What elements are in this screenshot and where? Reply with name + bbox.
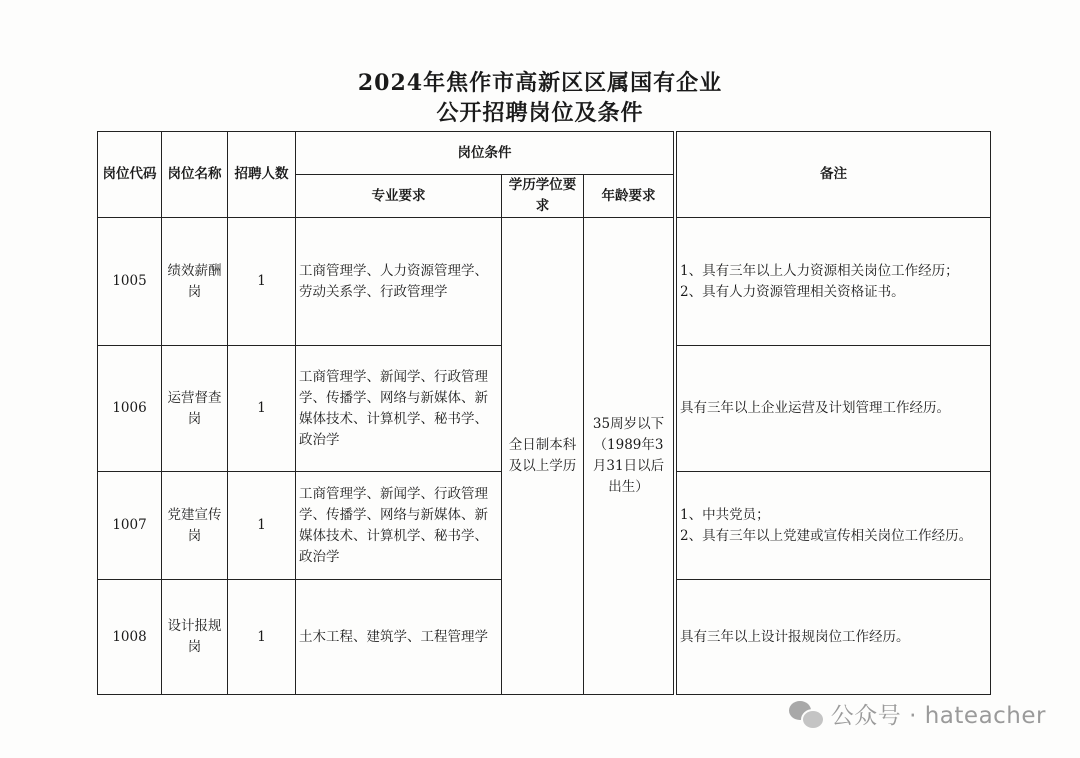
row-remarks — [677, 472, 991, 580]
header-count: 招聘人数 — [228, 132, 296, 218]
row-remarks — [677, 346, 991, 472]
recruitment-table — [97, 131, 991, 695]
document-title-line2: 公开招聘岗位及条件 — [436, 100, 644, 126]
remark-line: 具有三年以上企业运营及计划管理工作经历。 — [680, 400, 950, 416]
header-education: 学历学位要求 — [502, 175, 584, 218]
row-major: 工商管理学、新闻学、行政管理学、传播学、网络与新媒体、新媒体技术、计算机学、秘书学、政治学 — [296, 472, 502, 580]
row-major: 工商管理学、人力资源管理学、劳动关系学、行政管理学 — [296, 218, 502, 346]
watermark-text: 公众号 · hateacher — [830, 703, 1046, 729]
row-code: 1008 — [98, 580, 162, 695]
row-name: 绩效薪酬岗 — [162, 218, 228, 346]
header-major: 专业要求 — [296, 175, 502, 218]
row-code: 1007 — [98, 472, 162, 580]
row-count: 1 — [228, 218, 296, 346]
remark-line: 具有三年以上设计报规岗位工作经历。 — [680, 628, 910, 645]
shared-age: 35周岁以下（1989年3月31日以后出生） — [584, 218, 674, 695]
row-remarks — [677, 218, 991, 346]
remark-line: 1、中共党员； — [680, 506, 770, 523]
document-title-line1: 2024年焦作市高新区区属国有企业 — [357, 70, 723, 96]
remark-line: 2、具有三年以上党建或宣传相关岗位工作经历。 — [680, 527, 973, 544]
header-code: 岗位代码 — [98, 132, 162, 218]
watermark — [789, 697, 1046, 730]
row-remarks — [677, 580, 991, 695]
row-count: 1 — [228, 346, 296, 472]
row-count: 1 — [228, 580, 296, 695]
table-row — [98, 218, 991, 346]
header-conditions: 岗位条件 — [296, 132, 674, 175]
remark-line: 2、具有人力资源管理相关资格证书。 — [680, 283, 905, 300]
row-code: 1005 — [98, 218, 162, 346]
header-remarks: 备注 — [677, 132, 991, 218]
row-count: 1 — [228, 472, 296, 580]
row-name: 设计报规岗 — [162, 580, 228, 695]
row-code: 1006 — [98, 346, 162, 472]
header-age: 年龄要求 — [584, 175, 674, 218]
row-name: 党建宣传岗 — [162, 472, 228, 580]
wechat-logo-icon — [789, 699, 823, 729]
shared-education: 全日制本科及以上学历 — [502, 218, 584, 695]
row-major: 土木工程、建筑学、工程管理学 — [296, 580, 502, 695]
remark-line: 1、具有三年以上人力资源相关岗位工作经历； — [680, 262, 959, 279]
row-name: 运营督查岗 — [162, 346, 228, 472]
header-name: 岗位名称 — [162, 132, 228, 218]
row-major: 工商管理学、新闻学、行政管理学、传播学、网络与新媒体、新媒体技术、计算机学、秘书学、政治学 — [296, 346, 502, 472]
